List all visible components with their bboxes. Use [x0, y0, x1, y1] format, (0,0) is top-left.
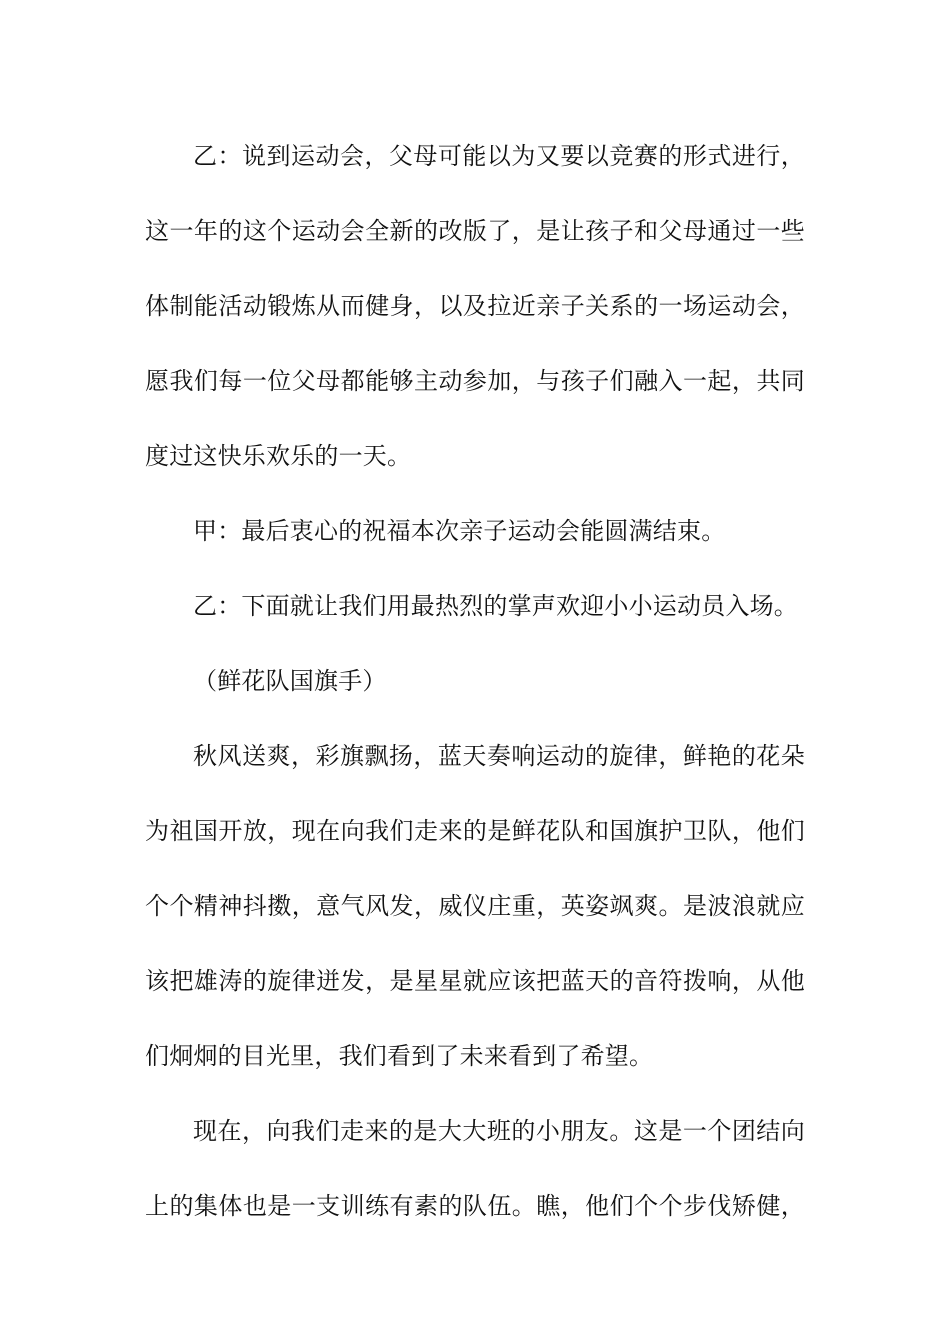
text-line: 甲：最后衷心的祝福本次亲子运动会能圆满结束。	[193, 517, 726, 545]
text-line: 个个精神抖擞，意气风发，威仪庄重，英姿飒爽。是波浪就应	[145, 892, 805, 920]
paragraph-section-heading	[145, 653, 805, 728]
text-line: 度过这快乐欢乐的一天。	[145, 442, 412, 470]
text-line: 为祖国开放，现在向我们走来的是鲜花队和国旗护卫队，他们	[145, 817, 805, 845]
text-line: 这一年的这个运动会全新的改版了，是让孩子和父母通过一些	[145, 217, 805, 245]
section-heading: （鲜花队国旗手）	[193, 667, 387, 695]
text-line: 秋风送爽，彩旗飘扬，蓝天奏响运动的旋律，鲜艳的花朵	[193, 742, 805, 770]
text-line: 现在，向我们走来的是大大班的小朋友。这是一个团结向	[193, 1117, 805, 1145]
text-line: 该把雄涛的旋律迸发，是星星就应该把蓝天的音符拨响，从他	[145, 967, 805, 995]
paragraph-jia-blessing	[145, 503, 805, 578]
document-body	[145, 128, 805, 1253]
text-line: 乙：下面就让我们用最热烈的掌声欢迎小小运动员入场。	[193, 592, 798, 620]
paragraph-yi-intro	[145, 128, 805, 503]
text-line: 愿我们每一位父母都能够主动参加，与孩子们融入一起，共同	[145, 367, 805, 395]
text-line: 乙：说到运动会，父母可能以为又要以竞赛的形式进行，	[193, 142, 805, 170]
text-line: 上的集体也是一支训练有素的队伍。瞧，他们个个步伐矫健，	[145, 1192, 805, 1220]
paragraph-flower-team	[145, 728, 805, 1103]
text-line: 们炯炯的目光里，我们看到了未来看到了希望。	[145, 1042, 654, 1070]
paragraph-yi-welcome	[145, 578, 805, 653]
text-line: 体制能活动锻炼从而健身，以及拉近亲子关系的一场运动会，	[145, 292, 805, 320]
paragraph-class-entry	[145, 1103, 805, 1253]
